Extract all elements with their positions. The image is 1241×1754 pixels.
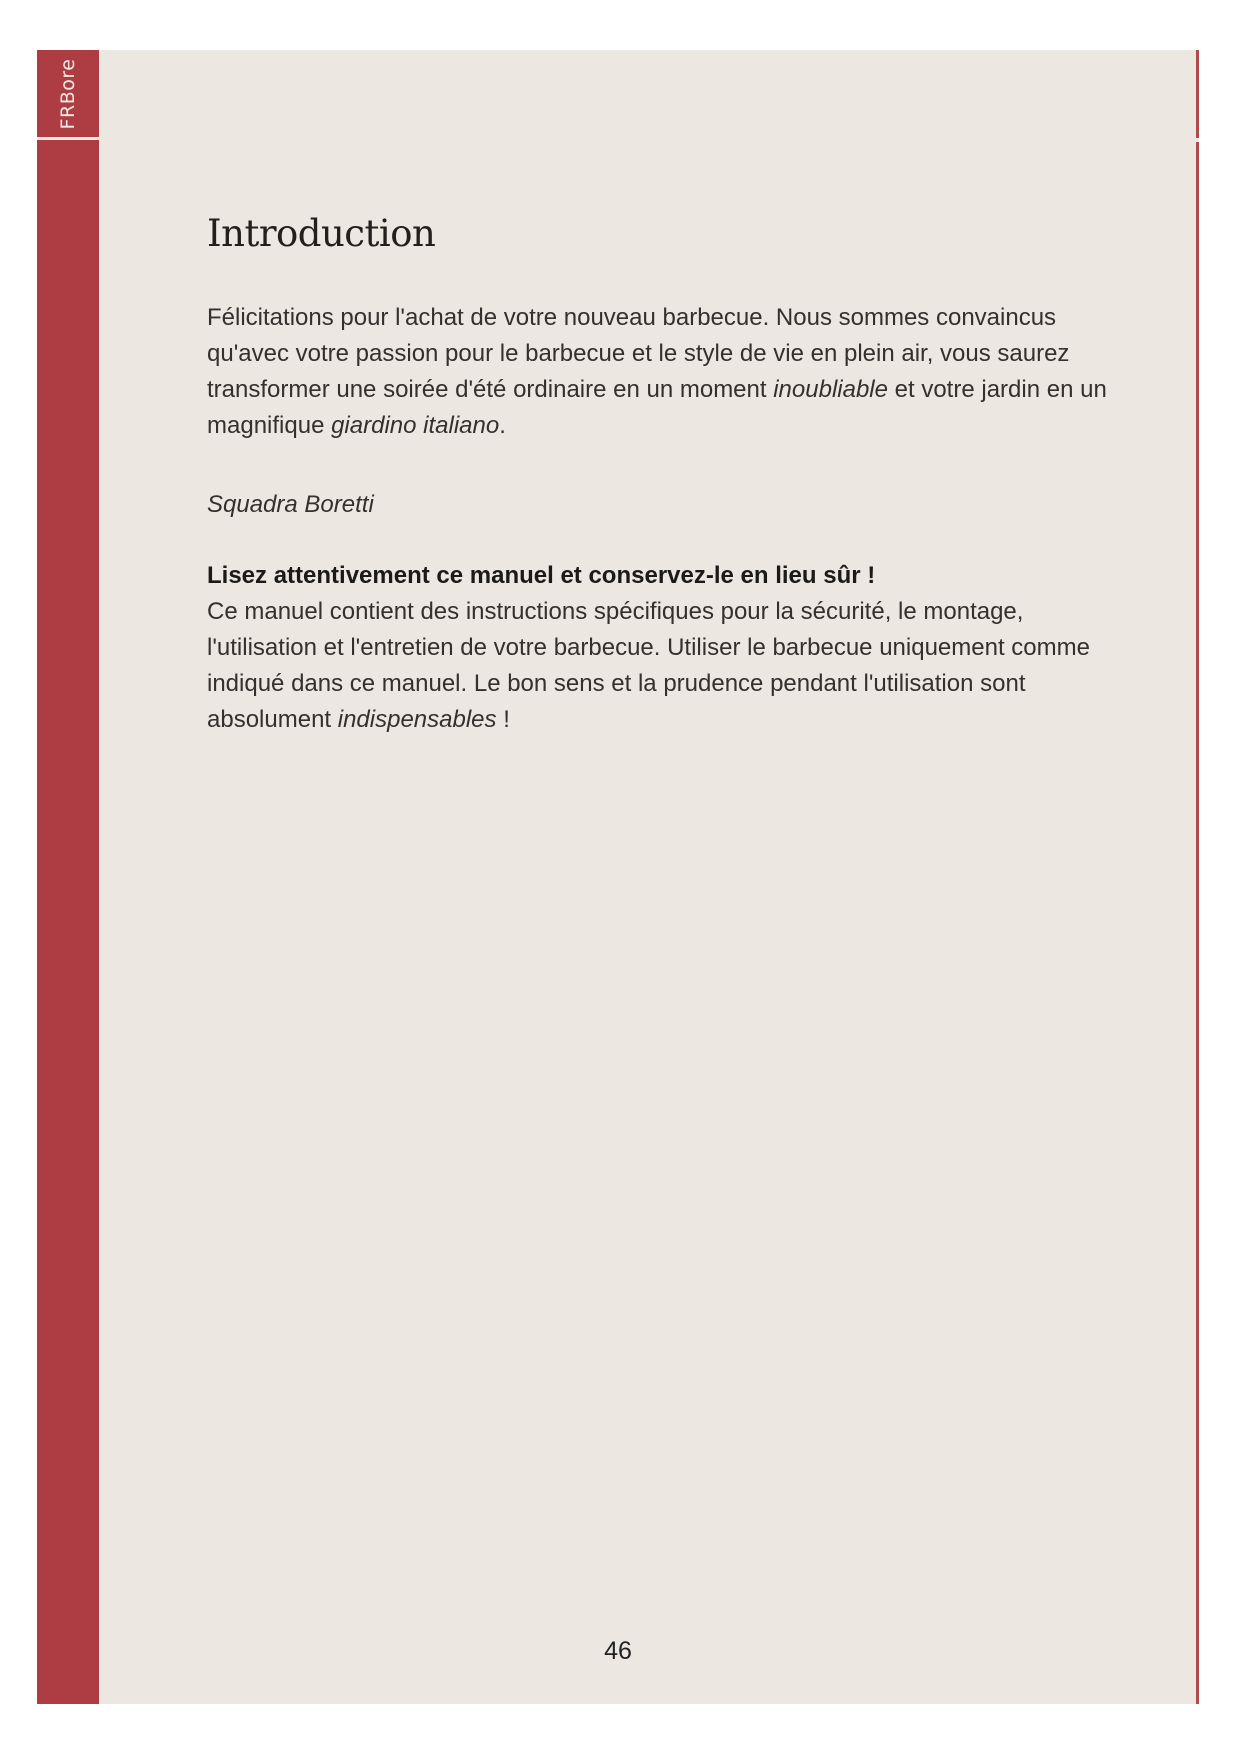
intro-paragraph [207,300,1127,444]
page-content [207,212,1127,738]
document-page [37,50,1199,1704]
intro-emphasis-2: giardino italiano [331,412,500,439]
intro-emphasis-1: inoubliable [773,376,888,403]
side-tab-divider [37,137,99,140]
notice-text-1: Ce manuel contient des instructions spécifiques pour la sécurité, le montage, l'utilisation et l'entretien de votre barbecue. Utiliser le barbecue uniquement comme indiqué dans ce manuel. Le bon sens et la prudence pendant l'utilisation sont absolument [207,598,1090,733]
notice-heading: Lisez attentivement ce manuel et conservez-le en lieu sûr ! [207,562,876,589]
notice-emphasis: indispensables [337,706,497,733]
notice-paragraph [207,594,1127,738]
intro-text-3: . [499,412,506,439]
page-title: Introduction [207,212,436,255]
language-tab-label: FRBore [57,58,79,130]
right-edge-rule-gap [1196,138,1199,142]
language-tab [37,50,99,137]
page-number: 46 [604,1637,632,1665]
side-accent-bar [37,50,99,1704]
notice-text-2: ! [496,706,510,733]
intro-text-1: Félicitations pour l'achat de votre nouveau barbecue. Nous sommes convaincus qu'avec votre passion pour le barbecue et le style de vie en plein air, vous saurez transformer une soirée d'été ordinaire en un moment [207,304,1070,403]
right-edge-rule [1196,50,1199,1704]
signature: Squadra Boretti [207,491,374,518]
intro-text-2: et votre jardin en un magnifique [207,376,1107,439]
